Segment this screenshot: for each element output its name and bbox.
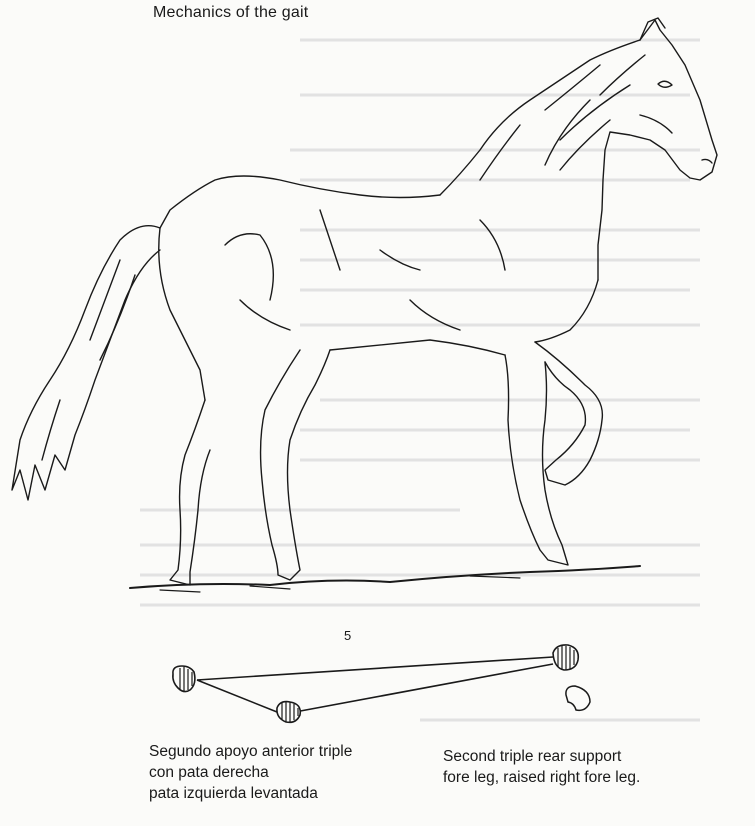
caption-line: Second triple rear support: [443, 748, 622, 765]
horse-ear: [640, 18, 665, 40]
support-line: [197, 657, 553, 680]
page-title: Mechanics of the gait: [153, 4, 309, 21]
hoof-print-left-hind: [173, 666, 195, 692]
caption-line: pata izquierda levantada: [149, 785, 318, 802]
horse-back: [160, 176, 440, 228]
horse-belly: [330, 340, 505, 355]
bleed-through-texture: [140, 40, 700, 720]
horse-hind-leg-rear: [170, 400, 210, 585]
gait-support-diagram: [173, 645, 590, 722]
horse-eye: [658, 81, 672, 87]
hoof-print-right-hind: [277, 702, 300, 723]
hoof-print-right-fore: [553, 645, 578, 670]
caption-line: Segundo apoyo anterior triple: [149, 743, 353, 760]
figure-number: 5: [344, 628, 352, 643]
caption-spanish: [149, 741, 352, 804]
horse-drawing: [12, 18, 717, 592]
support-line: [197, 680, 277, 712]
caption-line: con pata derecha: [149, 764, 269, 781]
horse-mane: [440, 40, 645, 195]
ground-line: [130, 566, 640, 588]
caption-english: [443, 746, 640, 788]
horse-tail: [12, 226, 160, 500]
caption-line: fore leg, raised right fore leg.: [443, 769, 641, 786]
hoof-print-left-fore-raised: [566, 686, 590, 710]
